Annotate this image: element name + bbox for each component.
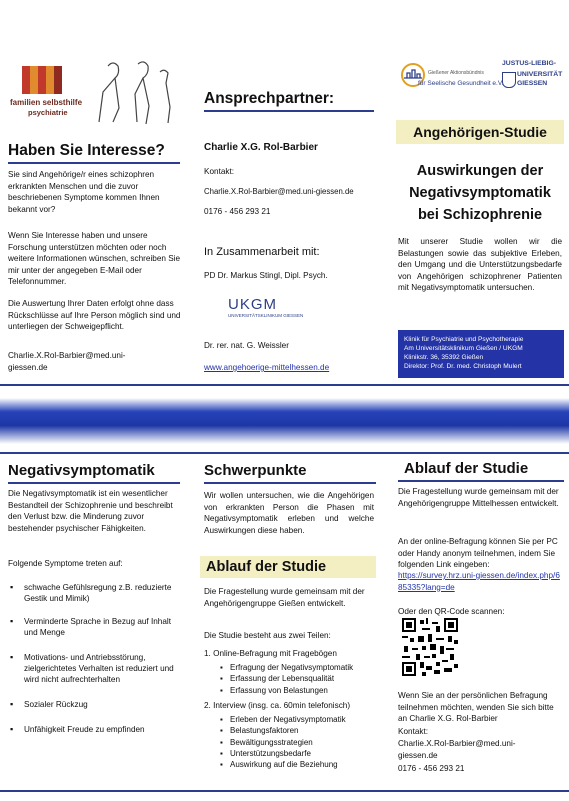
step2-list: [218, 714, 378, 770]
personal-email[interactable]: Charlie.X.Rol-Barbier@med.uni-giessen.de: [398, 739, 516, 760]
jlu-text-1: JUSTUS-LIEBIG-: [502, 60, 557, 67]
ablauf-title: Ablauf der Studie: [404, 460, 529, 477]
buendnis-text-1: Gießener Aktionsbündnis: [428, 70, 484, 76]
study-title: Auswirkungen der Negativsymptomatik bei Schizophrenie: [409, 163, 551, 223]
buendnis-text-2: für Seelische Gesundheit e.V.: [418, 80, 504, 87]
clinic-line-3: Klinikstr. 36, 35392 Gießen: [404, 354, 484, 361]
familien-selbsthilfe-logo: [10, 62, 83, 118]
sketch-figures-image: [88, 56, 180, 128]
study-text: Mit unserer Studie wollen wir die Belastungen sowie das subjektive Erleben, den Umgang und die Unterstützungsbedarfe von Angehörigen schizophrener Patienten mit Negativsymptomatik untersuchen.: [398, 237, 562, 292]
personal-contact-label: Kontakt:: [398, 727, 429, 736]
list-item: ▪ Erfassung von Belastungen: [218, 685, 378, 696]
ukgm-logo-sub: UNIVERSITÄTSKLINIKUM GIESSEN: [228, 313, 304, 318]
bottom-top-rule: [0, 452, 569, 454]
jlu-logo: [502, 60, 568, 100]
clinic-line-1: Klinik für Psychiatrie und Psychotherapie: [404, 336, 524, 343]
negativ-lead: Folgende Symptome treten auf:: [8, 559, 123, 568]
cooperation-heading: In Zusammenarbeit mit:: [204, 246, 320, 258]
negativ-title: Negativsymptomatik: [8, 462, 155, 479]
symptom-list: [10, 582, 180, 746]
interest-p2: Wenn Sie Interesse haben und unsere Forschung unterstützen möchten oder noch weitere Informationen wünschen, schreiben Sie mir unter der angegeben E-Mail oder Telefonnummer.: [8, 231, 181, 286]
list-item: ▪ Motivations- und Antriebsstörung, zielgerichtetes Verhalten ist reduziert und wird nicht aufrechterhalten: [10, 652, 180, 685]
logo-text-2: psychiatrie: [28, 108, 68, 117]
personal-text: Wenn Sie an der persönlichen Befragung teilnehmen möchten, wenden Sie sich bitte an Charlie X.G. Rol-Barbier: [398, 691, 554, 723]
buendnis-logo: [398, 58, 504, 98]
schwerpunkte-title: Schwerpunkte: [204, 462, 307, 479]
ukgm-logo: [228, 296, 328, 320]
step1-list: [218, 662, 378, 696]
interest-p3: Die Auswertung Ihrer Daten erfolgt ohne dass Rückschlüsse auf Ihre Person möglich sind und unterliegen der Schweigepflicht.: [8, 299, 181, 331]
schwerpunkte-text: Wir wollen untersuchen, wie die Angehörigen von erkrankten Person die Phasen mit Negativsymptomatik erleben und welche Auswirkungen diese haben.: [204, 491, 374, 535]
contact-title: Ansprechpartner:: [204, 90, 335, 107]
list-item: ▪ Belastungsfaktoren: [218, 725, 378, 736]
negativ-intro: Die Negativsymptomatik ist ein wesentlicher Bestandteil der Schizophrenie und beschreibt den Verlust bzw. die Minderung zuvor bestehender psychischer Fähigkeiten.: [8, 489, 173, 533]
clinic-box: [398, 330, 564, 378]
survey-link-text[interactable]: https://survey.hrz.uni-giessen.de/index.php/685335?lang=de: [398, 571, 560, 592]
schwerpunkte-underline: [204, 482, 376, 484]
ablauf-mid-box: [200, 556, 376, 578]
ablauf-mid-title: Ablauf der Studie: [206, 559, 327, 575]
jlu-text-3: GIESSEN: [517, 80, 548, 87]
personal-phone: 0176 - 456 293 21: [398, 764, 465, 773]
list-item: ▪ Unfähigkeit Freude zu empfinden: [10, 724, 180, 735]
website-link-text[interactable]: www.angehoerige-mittelhessen.de: [204, 363, 330, 372]
ablauf-underline: [398, 480, 564, 482]
ablauf-mid-parts: Die Studie besteht aus zwei Teilen:: [204, 631, 331, 640]
list-item: ▪ Erfassung der Lebensqualität: [218, 673, 378, 684]
list-item: ▪ Verminderte Sprache in Bezug auf Inhalt und Menge: [10, 616, 180, 638]
bottom-rule: [0, 790, 569, 792]
logo-text-1: familien selbsthilfe: [10, 98, 83, 107]
list-item: ▪ Unterstützungsbedarfe: [218, 748, 378, 759]
ablauf-intro: Die Fragestellung wurde gemeinsam mit der Angehörigengruppe Mittelhessen entwickelt.: [398, 487, 559, 508]
list-item: ▪ Auswirkung auf die Beziehung: [218, 759, 378, 770]
ablauf-step-1: 1. Online-Befragung mit Fragebögen: [204, 649, 337, 658]
list-item: ▪ Bewältigungsstrategien: [218, 737, 378, 748]
website-link[interactable]: [204, 362, 329, 374]
list-item: ▪ Erfragung der Negativsymptomatik: [218, 662, 378, 673]
study-badge: [396, 120, 564, 144]
ukgm-logo-text: UKGM: [228, 296, 277, 313]
interest-title: Haben Sie Interesse?: [8, 142, 165, 159]
jlu-crest-icon: [502, 72, 516, 88]
logo-mark: [22, 66, 62, 94]
top-bottom-rule: [0, 384, 569, 386]
contact-name: Charlie X.G. Rol-Barbier: [204, 142, 318, 153]
qr-label: Oder den QR-Code scannen:: [398, 607, 505, 616]
negativ-underline: [8, 482, 180, 484]
qr-code-icon[interactable]: [402, 618, 458, 676]
interest-email[interactable]: Charlie.X.Rol-Barbier@med.uni-giessen.de: [8, 351, 126, 372]
interest-p1: Sie sind Angehörige/r eines schizophren erkrankten Menschen und die zuvor beschriebenen Symptome kommen Ihnen bekannt vor?: [8, 170, 160, 214]
contact-phone: 0176 - 456 293 21: [204, 207, 271, 216]
list-item: ▪ Erleben der Negativsymptomatik: [218, 714, 378, 725]
contact-label: Kontakt:: [204, 167, 235, 176]
ablauf-step-2: 2. Interview (insg. ca. 60min telefonisch): [204, 701, 351, 710]
ablauf-online: An der online-Befragung können Sie per PC oder Handy anonym teilnehmen, indem Sie folgenden Link eingeben:: [398, 537, 558, 569]
contact-underline: [204, 110, 374, 112]
cooperation-stingl: PD Dr. Markus Stingl, Dipl. Psych.: [204, 271, 328, 280]
scan-gap: [0, 398, 569, 444]
ablauf-mid-intro: Die Fragestellung wurde gemeinsam mit der Angehörigengruppe Gießen entwickelt.: [204, 587, 365, 608]
list-item: ▪ Sozialer Rückzug: [10, 699, 180, 710]
cooperation-weissler: Dr. rer. nat. G. Weissler: [204, 341, 289, 350]
title-underline: [8, 162, 180, 164]
jlu-text-2: UNIVERSITÄT: [517, 71, 563, 78]
survey-link[interactable]: [398, 570, 562, 593]
clinic-line-4: Direktor: Prof. Dr. med. Christoph Mulert: [404, 363, 522, 370]
list-item: ▪ schwache Gefühlsregung z.B. reduzierte Gestik und Mimik): [10, 582, 180, 604]
study-badge-text: Angehörigen-Studie: [413, 124, 547, 140]
clinic-line-2: Am Universitätsklinikum Gießen / UKGM: [404, 345, 523, 352]
contact-email[interactable]: Charlie.X.Rol-Barbier@med.uni-giessen.de: [204, 187, 354, 196]
